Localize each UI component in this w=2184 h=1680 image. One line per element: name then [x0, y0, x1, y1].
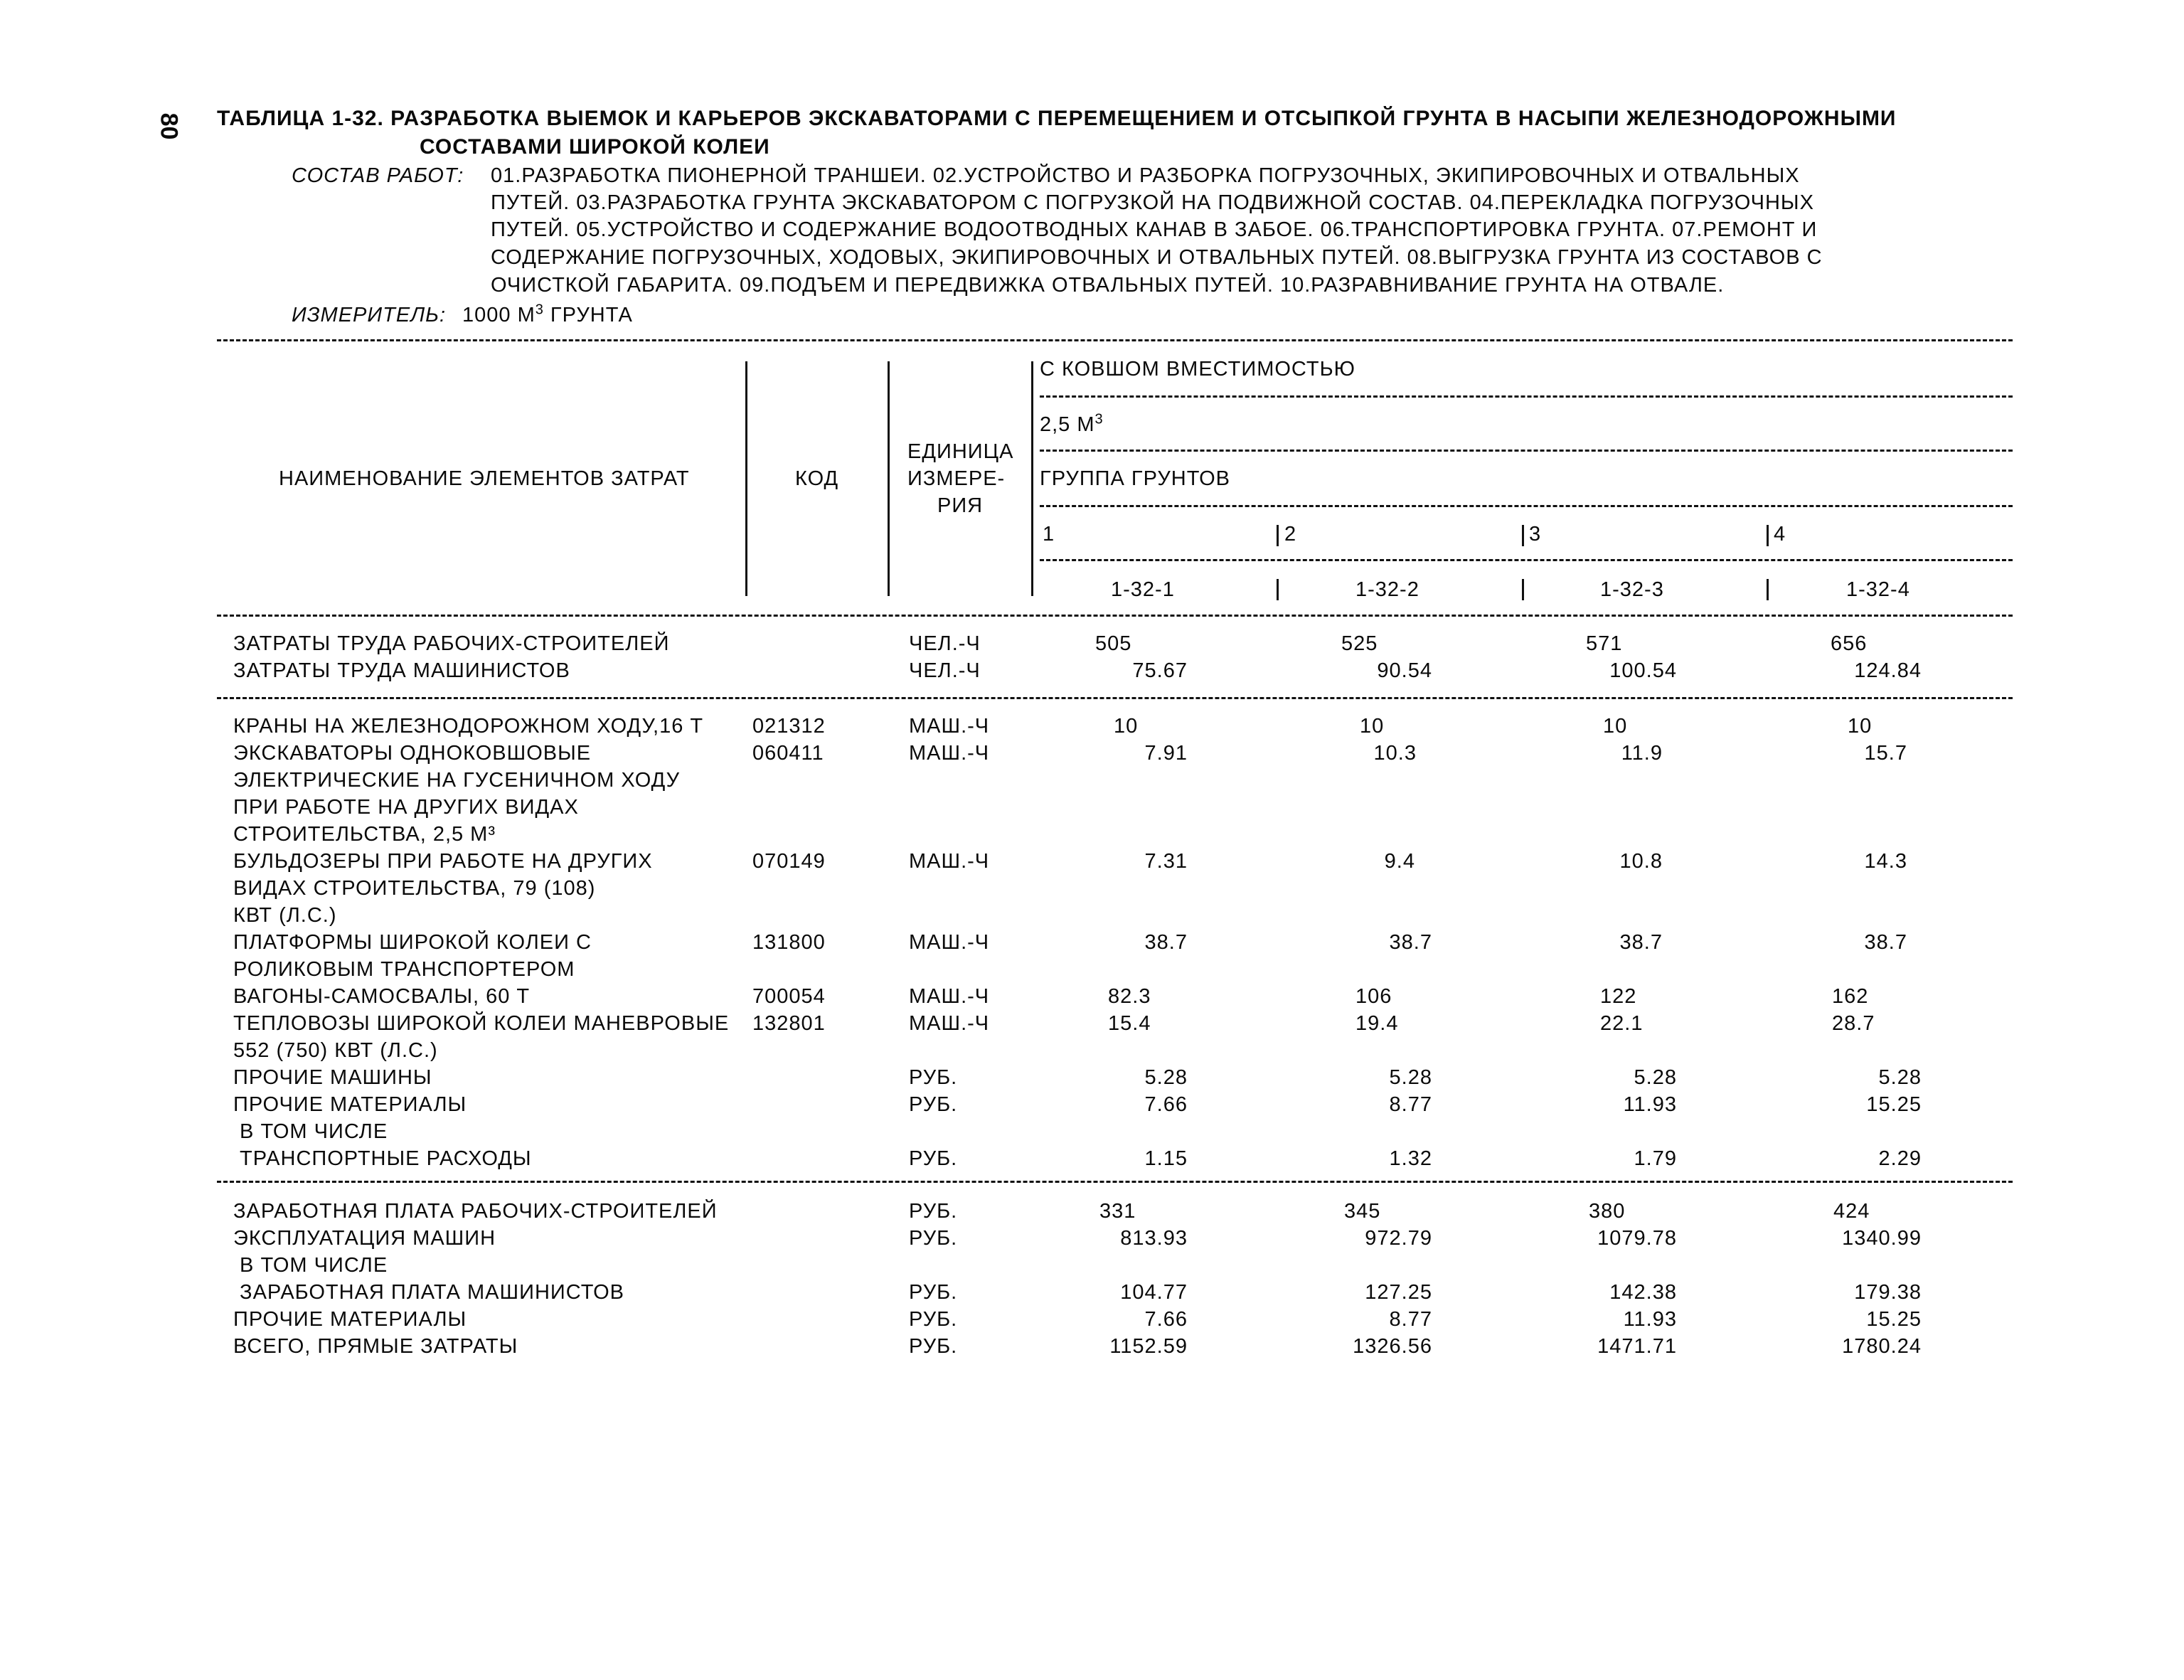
- row-name: В ТОМ ЧИСЛЕ: [233, 1120, 388, 1143]
- row-value: 10: [1360, 715, 1385, 738]
- row-value: 104.77: [1120, 1281, 1188, 1304]
- row-value: 142.38: [1609, 1281, 1677, 1304]
- row-name: БУЛЬДОЗЕРЫ ПРИ РАБОТЕ НА ДРУГИХ: [233, 850, 653, 873]
- row-value: 15.25: [1866, 1308, 1922, 1331]
- row-value: 75.67: [1132, 659, 1188, 682]
- header-unit-col: ЕДИНИЦА: [907, 440, 1014, 463]
- row-value: 15.4: [1108, 1012, 1151, 1035]
- work-line: 01.РАЗРАБОТКА ПИОНЕРНОЙ ТРАНШЕИ. 02.УСТРОЙСТВО И РАЗБОРКА ПОГРУЗОЧНЫХ, ЭКИПИРОВОЧНЫХ И ОТВАЛЬНЫХ: [491, 164, 1800, 187]
- row-value: 1780.24: [1842, 1335, 1922, 1358]
- header-unit-col: ИЗМЕРЕ-: [907, 467, 1006, 490]
- row-unit: МАШ.-Ч: [909, 985, 990, 1008]
- row-unit: РУБ.: [909, 1227, 958, 1250]
- row-name: ЗАРАБОТНАЯ ПЛАТА РАБОЧИХ-СТРОИТЕЛЕЙ: [233, 1200, 718, 1223]
- row-value: 7.66: [1144, 1308, 1188, 1331]
- row-value: 38.7: [1389, 931, 1432, 954]
- row-unit: МАШ.-Ч: [909, 715, 990, 738]
- work-line: ПУТЕЙ. 03.РАЗРАБОТКА ГРУНТА ЭКСКАВАТОРОМ С ПОГРУЗКОЙ НА ПОДВИЖНОЙ СОСТАВ. 04.ПЕРЕКЛАДКА ПОГРУЗОЧНЫХ: [491, 191, 1814, 214]
- row-value: 1326.56: [1353, 1335, 1432, 1358]
- row-value: 7.31: [1144, 850, 1188, 873]
- col-divider-2: [888, 361, 890, 596]
- header-soil-group: ГРУППА ГРУНТОВ: [1040, 467, 1231, 490]
- table-title-line2: СОСТАВАМИ ШИРОКОЙ КОЛЕИ: [420, 135, 770, 159]
- row-unit: МАШ.-Ч: [909, 742, 990, 765]
- row-unit: ЧЕЛ.-Ч: [909, 632, 981, 655]
- row-value: 15.7: [1864, 742, 1907, 765]
- code-divider: [1767, 579, 1769, 600]
- work-line: ОЧИСТКОЙ ГАБАРИТА. 09.ПОДЪЕМ И ПЕРЕДВИЖКА ОТВАЛЬНЫХ ПУТЕЙ. 10.РАЗРАВНИВАНИЕ ГРУНТА НА ОТВАЛЕ.: [491, 274, 1725, 297]
- header-name-col: НАИМЕНОВАНИЕ ЭЛЕМЕНТОВ ЗАТРАТ: [279, 467, 690, 490]
- row-value: 82.3: [1108, 985, 1151, 1008]
- row-value: 7.91: [1144, 742, 1188, 765]
- row-name: ТЕПЛОВОЗЫ ШИРОКОЙ КОЛЕИ МАНЕВРОВЫЕ: [233, 1012, 730, 1035]
- row-value: 11.93: [1623, 1093, 1677, 1116]
- row-value: 1.15: [1144, 1147, 1188, 1170]
- row-value: 14.3: [1864, 850, 1907, 873]
- row-name: ЭКСКАВАТОРЫ ОДНОКОВШОВЫЕ: [233, 742, 592, 765]
- row-name: ТРАНСПОРТНЫЕ РАСХОДЫ: [233, 1147, 532, 1170]
- row-value: 1471.71: [1597, 1335, 1677, 1358]
- group-number: 4: [1774, 523, 1786, 546]
- row-value: 10.8: [1619, 850, 1663, 873]
- code-divider: [1277, 579, 1279, 600]
- row-value: 100.54: [1609, 659, 1677, 682]
- row-value: 10.3: [1373, 742, 1417, 765]
- row-value: 813.93: [1120, 1227, 1188, 1250]
- row-unit: РУБ.: [909, 1093, 958, 1116]
- row-value: 505: [1095, 632, 1132, 655]
- row-value: 22.1: [1600, 1012, 1644, 1035]
- row-code: 021312: [752, 715, 826, 738]
- row-value: 7.66: [1144, 1093, 1188, 1116]
- row-unit: РУБ.: [909, 1308, 958, 1331]
- row-name: ЭКСПЛУАТАЦИЯ МАШИН: [233, 1227, 496, 1250]
- header-rule: [1040, 505, 2013, 507]
- header-rule: [1040, 450, 2013, 452]
- row-name: ПЛАТФОРМЫ ШИРОКОЙ КОЛЕИ С: [233, 931, 592, 954]
- header-rule: [1040, 395, 2013, 398]
- work-line: ПУТЕЙ. 05.УСТРОЙСТВО И СОДЕРЖАНИЕ ВОДООТВОДНЫХ КАНАВ В ЗАБОЕ. 06.ТРАНСПОРТИРОВКА ГРУНТА. 07.РЕМОНТ И: [491, 218, 1818, 241]
- row-name: КРАНЫ НА ЖЕЛЕЗНОДОРОЖНОМ ХОДУ,16 Т: [233, 715, 704, 738]
- group-number: 1: [1043, 523, 1055, 546]
- header-code-col: КОД: [795, 467, 839, 490]
- row-value: 127.25: [1365, 1281, 1432, 1304]
- row-value: 11.9: [1621, 742, 1663, 765]
- row-value: 10: [1114, 715, 1139, 738]
- row-value: 10: [1848, 715, 1873, 738]
- row-unit: ЧЕЛ.-Ч: [909, 659, 981, 682]
- norm-code: 1-32-4: [1846, 578, 1910, 601]
- row-unit: РУБ.: [909, 1200, 958, 1223]
- row-value: 380: [1589, 1200, 1626, 1223]
- row-unit: МАШ.-Ч: [909, 931, 990, 954]
- row-name: ВИДАХ СТРОИТЕЛЬСТВА, 79 (108): [233, 877, 596, 900]
- row-unit: МАШ.-Ч: [909, 850, 990, 873]
- row-name: ПРОЧИЕ МАТЕРИАЛЫ: [233, 1093, 467, 1116]
- row-unit: РУБ.: [909, 1281, 958, 1304]
- row-value: 2.29: [1878, 1147, 1922, 1170]
- row-value: 38.7: [1864, 931, 1907, 954]
- section-rule: [217, 1181, 2013, 1183]
- row-unit: МАШ.-Ч: [909, 1012, 990, 1035]
- group-number: 3: [1529, 523, 1542, 546]
- row-name: СТРОИТЕЛЬСТВА, 2,5 М³: [233, 823, 496, 846]
- row-name: ЗАТРАТЫ ТРУДА МАШИНИСТОВ: [233, 659, 570, 682]
- row-value: 5.28: [1389, 1066, 1432, 1089]
- row-code: 060411: [752, 742, 824, 765]
- norm-code: 1-32-2: [1355, 578, 1419, 601]
- measure-label: ИЗМЕРИТЕЛЬ:: [292, 304, 447, 326]
- row-code: 070149: [752, 850, 826, 873]
- group-number: 2: [1284, 523, 1297, 546]
- row-value: 179.38: [1854, 1281, 1922, 1304]
- row-name: ЗАТРАТЫ ТРУДА РАБОЧИХ-СТРОИТЕЛЕЙ: [233, 632, 670, 655]
- table-title-line1: ТАБЛИЦА 1-32. РАЗРАБОТКА ВЫЕМОК И КАРЬЕРОВ ЭКСКАВАТОРАМИ С ПЕРЕМЕЩЕНИЕМ И ОТСЫПКОЙ ГРУНТА В НАСЫПИ ЖЕЛЕЗНОДОРОЖНЫМИ: [217, 107, 1897, 130]
- work-composition-label: СОСТАВ РАБОТ:: [292, 164, 464, 187]
- row-code: 700054: [752, 985, 826, 1008]
- row-value: 656: [1831, 632, 1868, 655]
- row-value: 8.77: [1389, 1308, 1432, 1331]
- row-value: 571: [1586, 632, 1623, 655]
- page-number: 80: [155, 112, 183, 140]
- measure-value: 1000 $М^3$ ГРУНТА: [462, 302, 633, 326]
- row-value: 38.7: [1619, 931, 1663, 954]
- row-value: 90.54: [1377, 659, 1432, 682]
- row-code: 132801: [752, 1012, 826, 1035]
- row-name: РОЛИКОВЫМ ТРАНСПОРТЕРОМ: [233, 958, 575, 981]
- row-value: 972.79: [1365, 1227, 1432, 1250]
- group-divider: [1767, 525, 1769, 546]
- row-unit: РУБ.: [909, 1335, 958, 1358]
- row-value: 10: [1603, 715, 1628, 738]
- row-value: 9.4: [1384, 850, 1415, 873]
- row-value: 162: [1832, 985, 1869, 1008]
- row-value: 1.32: [1389, 1147, 1432, 1170]
- code-divider: [1522, 579, 1524, 600]
- row-value: 106: [1355, 985, 1392, 1008]
- norm-code: 1-32-3: [1600, 578, 1664, 601]
- group-divider: [1522, 525, 1524, 546]
- header-top-rule: [217, 339, 2013, 341]
- row-value: 5.28: [1878, 1066, 1922, 1089]
- row-value: 8.77: [1389, 1093, 1432, 1116]
- row-name: В ТОМ ЧИСЛЕ: [233, 1254, 388, 1277]
- row-name: ПРИ РАБОТЕ НА ДРУГИХ ВИДАХ: [233, 796, 579, 819]
- row-value: 19.4: [1355, 1012, 1399, 1035]
- row-value: 5.28: [1634, 1066, 1677, 1089]
- row-name: ВСЕГО, ПРЯМЫЕ ЗАТРАТЫ: [233, 1335, 518, 1358]
- row-value: 15.25: [1866, 1093, 1922, 1116]
- header-bottom-rule: [217, 615, 2013, 617]
- row-name: ПРОЧИЕ МАТЕРИАЛЫ: [233, 1308, 467, 1331]
- header-rule: [1040, 559, 2013, 561]
- header-bucket-label: С КОВШОМ ВМЕСТИМОСТЬЮ: [1040, 358, 1355, 381]
- col-divider-1: [745, 361, 747, 596]
- section-rule: [217, 697, 2013, 699]
- row-value: 1340.99: [1842, 1227, 1922, 1250]
- header-unit-col: РИЯ: [937, 494, 984, 517]
- row-name: ЭЛЕКТРИЧЕСКИЕ НА ГУСЕНИЧНОМ ХОДУ: [233, 769, 681, 792]
- row-unit: РУБ.: [909, 1066, 958, 1089]
- group-divider: [1277, 525, 1279, 546]
- row-value: 11.93: [1623, 1308, 1677, 1331]
- row-value: 1079.78: [1597, 1227, 1677, 1250]
- row-name: ВАГОНЫ-САМОСВАЛЫ, 60 Т: [233, 985, 531, 1008]
- row-unit: РУБ.: [909, 1147, 958, 1170]
- row-value: 124.84: [1854, 659, 1922, 682]
- row-value: 28.7: [1832, 1012, 1875, 1035]
- row-name: КВТ (Л.С.): [233, 904, 337, 927]
- row-value: 122: [1600, 985, 1637, 1008]
- row-code: 131800: [752, 931, 826, 954]
- row-value: 1152.59: [1109, 1335, 1188, 1358]
- row-value: 1.79: [1634, 1147, 1677, 1170]
- row-value: 5.28: [1144, 1066, 1188, 1089]
- row-value: 345: [1344, 1200, 1381, 1223]
- header-bucket-value: 2,5 $М^3$: [1040, 411, 1104, 436]
- row-name: 552 (750) КВТ (Л.С.): [233, 1039, 438, 1062]
- col-divider-3: [1031, 361, 1033, 596]
- row-name: ПРОЧИЕ МАШИНЫ: [233, 1066, 432, 1089]
- norm-code: 1-32-1: [1111, 578, 1175, 601]
- row-value: 331: [1099, 1200, 1136, 1223]
- row-value: 424: [1833, 1200, 1870, 1223]
- row-value: 38.7: [1144, 931, 1188, 954]
- work-line: СОДЕРЖАНИЕ ПОГРУЗОЧНЫХ, ХОДОВЫХ, ЭКИПИРОВОЧНЫХ И ОТВАЛЬНЫХ ПУТЕЙ. 08.ВЫГРУЗКА ГРУНТА ИЗ СОСТАВОВ С: [491, 246, 1823, 269]
- row-name: ЗАРАБОТНАЯ ПЛАТА МАШИНИСТОВ: [233, 1281, 625, 1304]
- row-value: 525: [1341, 632, 1378, 655]
